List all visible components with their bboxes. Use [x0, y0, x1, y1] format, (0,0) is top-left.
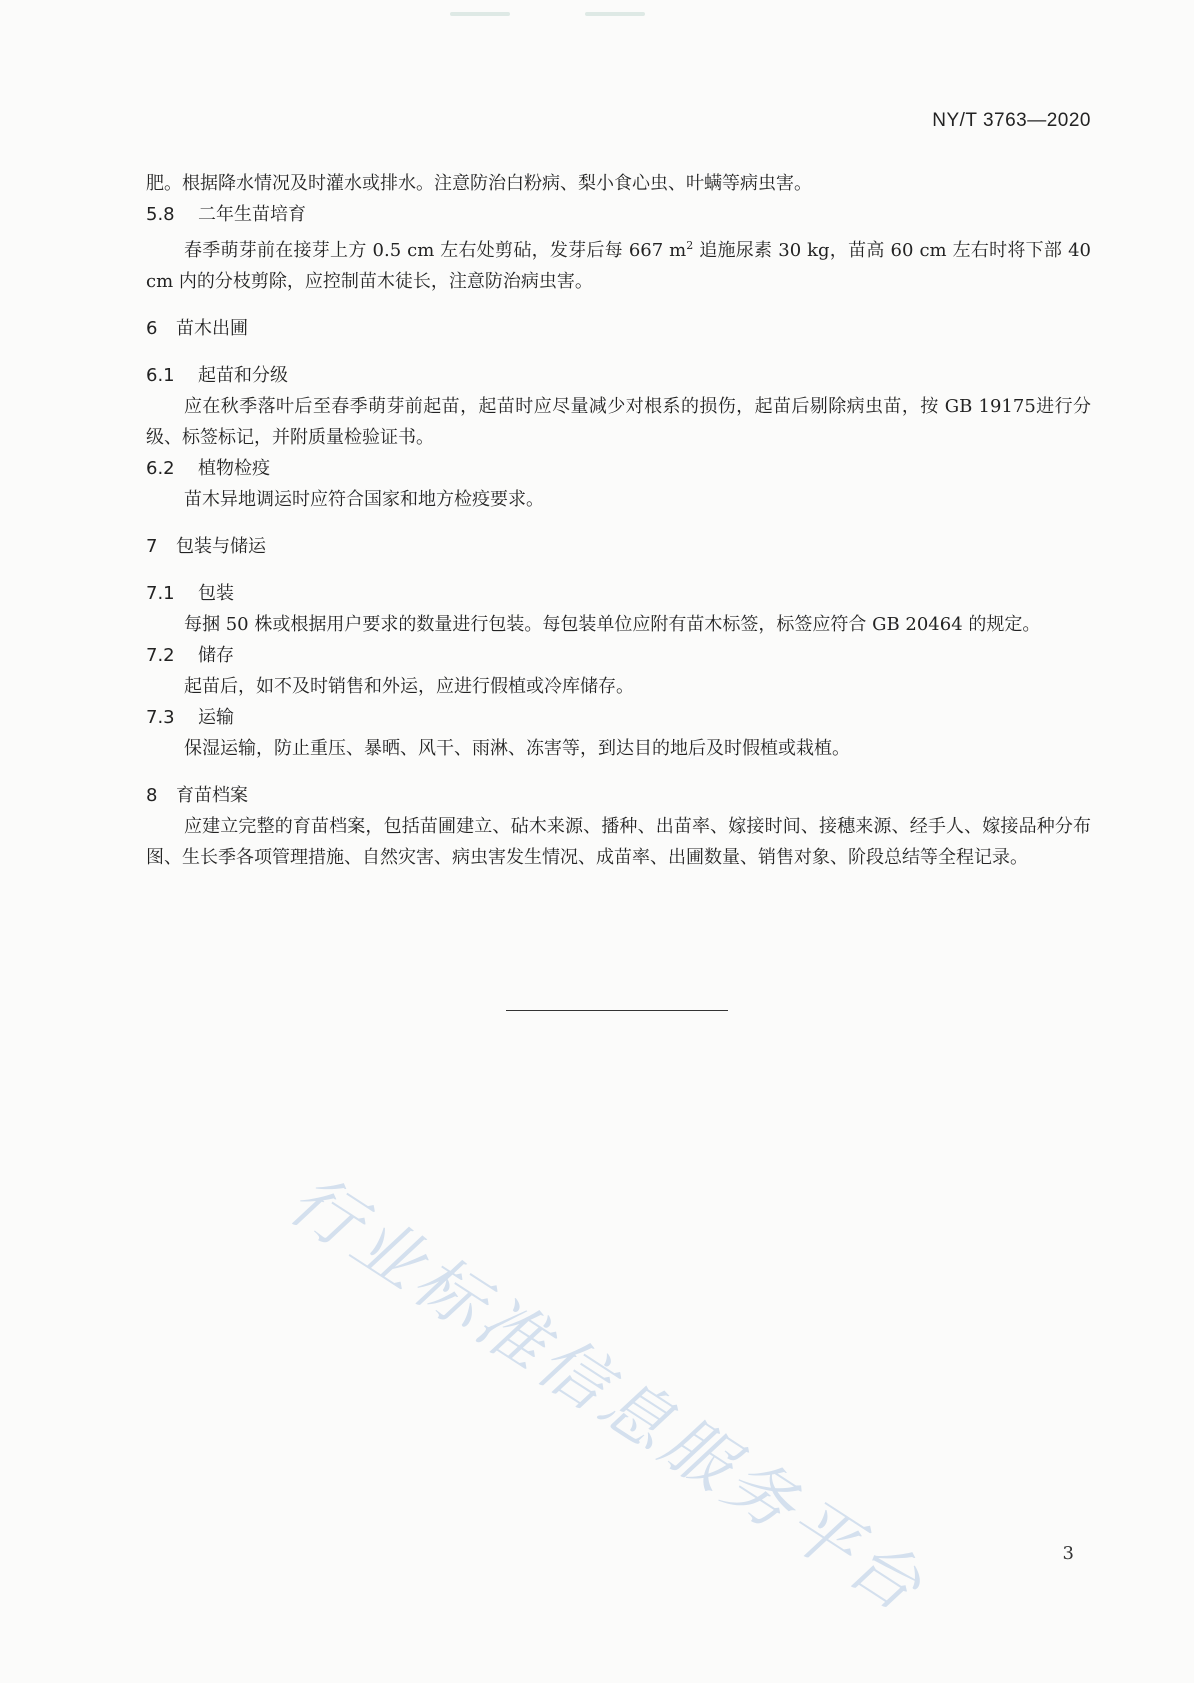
heading-5-8-number: 5.8 [146, 204, 175, 225]
heading-7-3 [146, 702, 1091, 733]
heading-7 [146, 531, 1091, 562]
section-5-8-body [146, 230, 1091, 297]
section-5-8-body-a: 春季萌芽前在接芽上方 0.5 cm 左右处剪砧，发芽后每 667 m [184, 240, 687, 261]
heading-6-1 [146, 360, 1091, 391]
superscript-2: 2 [686, 239, 694, 252]
heading-5-8 [146, 199, 1091, 230]
section-7-3-body: 保湿运输，防止重压、暴晒、风干、雨淋、冻害等，到达目的地后及时假植或栽植。 [184, 738, 850, 759]
section-8-body: 应建立完整的育苗档案，包括苗圃建立、砧木来源、播种、出苗率、嫁接时间、接穗来源、经手人、嫁接品种分布图、生长季各项管理措施、自然灾害、病虫害发生情况、成苗率、出圃数量、销售对象、阶段总结等全程记录。 [146, 816, 1091, 868]
heading-8-title: 育苗档案 [176, 785, 248, 806]
standard-code: NY/T 3763—2020 [932, 110, 1091, 131]
heading-6 [146, 313, 1091, 344]
heading-7-2-number: 7.2 [146, 645, 175, 666]
heading-6-number: 6 [146, 318, 158, 339]
heading-7-3-number: 7.3 [146, 707, 175, 728]
heading-5-8-title: 二年生苗培育 [198, 204, 306, 225]
heading-7-1 [146, 578, 1091, 609]
section-7-2-body: 起苗后，如不及时销售和外运，应进行假植或冷库储存。 [184, 676, 634, 697]
end-of-document-rule [506, 1010, 728, 1011]
document-body [146, 168, 1091, 873]
watermark-text: 行业标准信息服务平台 [275, 1160, 939, 1630]
section-5-8-body-b: 追施尿素 30 kg，苗高 60 cm 左右时将下部 40 cm 内的分枝剪除，应控制苗木徒长，注意防治病虫害。 [146, 240, 1091, 292]
heading-6-2-number: 6.2 [146, 458, 175, 479]
section-6-1-body: 应在秋季落叶后至春季萌芽前起苗，起苗时应尽量减少对根系的损伤，起苗后剔除病虫苗，按 GB 19175进行分级、标签标记，并附质量检验证书。 [146, 396, 1091, 448]
heading-8-number: 8 [146, 785, 158, 806]
heading-7-number: 7 [146, 536, 158, 557]
heading-6-2-title: 植物检疫 [198, 458, 270, 479]
page-number: 3 [1062, 1543, 1074, 1564]
heading-7-2-title: 储存 [198, 645, 234, 666]
heading-7-2 [146, 640, 1091, 671]
heading-7-title: 包装与储运 [176, 536, 266, 557]
heading-6-2 [146, 453, 1091, 484]
section-6-2-body: 苗木异地调运时应符合国家和地方检疫要求。 [184, 489, 544, 510]
heading-8 [146, 780, 1091, 811]
section-7-1-body: 每捆 50 株或根据用户要求的数量进行包装。每包装单位应附有苗木标签，标签应符合 GB 20464 的规定。 [184, 614, 1041, 635]
heading-7-3-title: 运输 [198, 707, 234, 728]
scan-mark-right [585, 12, 645, 16]
heading-6-1-number: 6.1 [146, 365, 175, 386]
heading-7-1-number: 7.1 [146, 583, 175, 604]
section-5-7-tail: 肥。根据降水情况及时灌水或排水。注意防治白粉病、梨小食心虫、叶螨等病虫害。 [146, 173, 812, 194]
heading-7-1-title: 包装 [198, 583, 234, 604]
heading-6-1-title: 起苗和分级 [198, 365, 288, 386]
heading-6-title: 苗木出圃 [176, 318, 248, 339]
scan-mark-left [450, 12, 510, 16]
